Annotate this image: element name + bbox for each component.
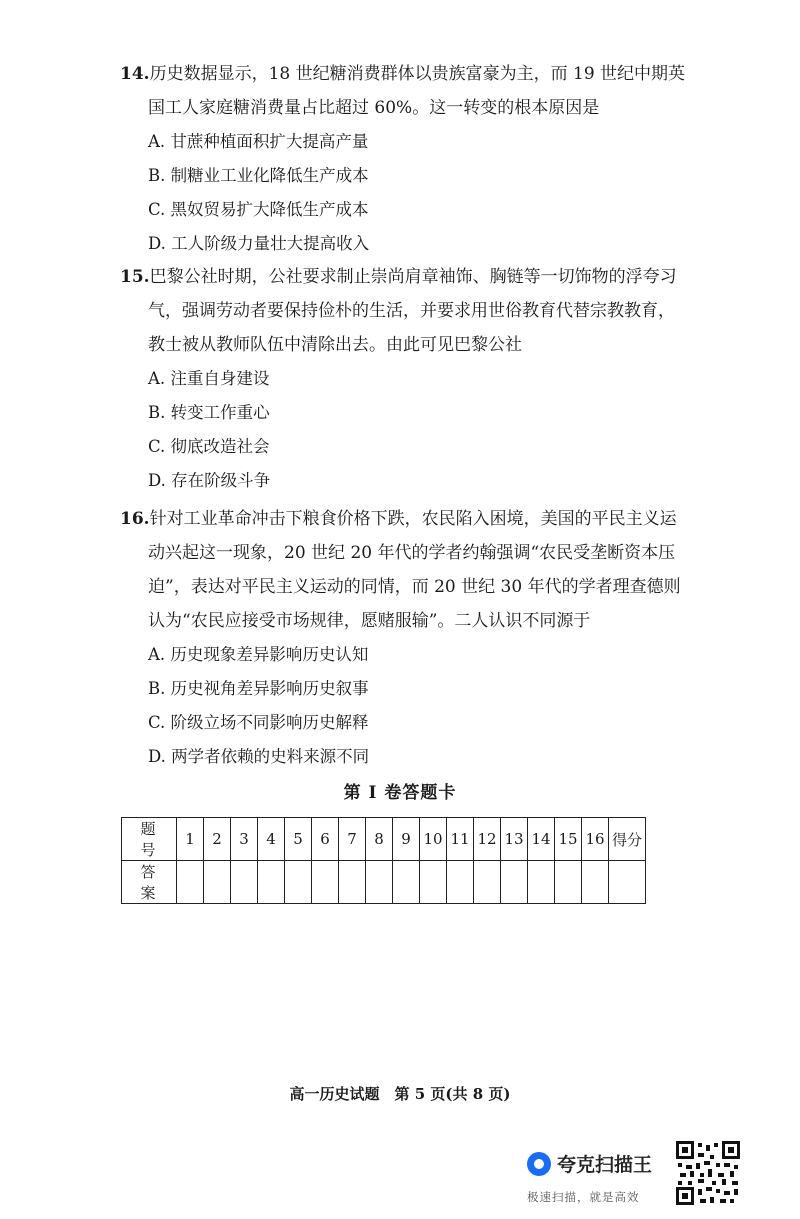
stem-line: 历史数据显示，18 世纪糖消费群体以贵族富豪为主，而 19 世纪中期英: [149, 64, 686, 84]
stem-line: 教士被从教师队伍中清除出去。由此可见巴黎公社: [148, 335, 522, 355]
col-number: 14: [528, 818, 555, 861]
question-14: [120, 57, 690, 261]
stem-line: 迫”，表达对平民主义运动的同情，而 20 世纪 30 年代的学者理查德则: [148, 577, 681, 597]
col-number: 15: [555, 818, 582, 861]
stem-line: 国工人家庭糖消费量占比超过 60%。这一转变的根本原因是: [148, 98, 600, 118]
col-number: 6: [312, 818, 339, 861]
watermark-name: 夸克扫描王: [557, 1154, 653, 1176]
score-cell[interactable]: [609, 861, 646, 904]
question-number: 15.: [120, 267, 150, 287]
col-number: 7: [339, 818, 366, 861]
stem-line: 针对工业革命冲击下粮食价格下跌，农民陷入困境，美国的平民主义运: [149, 509, 677, 529]
page-footer: 高一历史试题 第 5 页(共 8 页): [289, 1085, 511, 1103]
col-number: 11: [447, 818, 474, 861]
answer-cell-12[interactable]: [474, 861, 501, 904]
col-number: 9: [393, 818, 420, 861]
answer-cell-4[interactable]: [258, 861, 285, 904]
answer-cell-15[interactable]: [555, 861, 582, 904]
answer-card-table: [121, 817, 646, 904]
question-number-row: [122, 818, 646, 861]
option-d: D. 工人阶级力量壮大提高收入: [148, 234, 370, 253]
quark-logo-icon: [527, 1152, 551, 1176]
col-number: 16: [582, 818, 609, 861]
question-stem: [120, 502, 690, 638]
answer-cell-6[interactable]: [312, 861, 339, 904]
stem-line: 巴黎公社时期，公社要求制止崇尚肩章袖饰、胸链等一切饰物的浮夸习: [149, 267, 677, 287]
col-number: 12: [474, 818, 501, 861]
option-b: B. 转变工作重心: [148, 403, 270, 422]
watermark-slogan: 极速扫描，就是高效: [527, 1190, 640, 1204]
answer-cell-9[interactable]: [393, 861, 420, 904]
option-b: B. 历史视角差异影响历史叙事: [148, 679, 369, 698]
stem-line: 气，强调劳动者要保持俭朴的生活，并要求用世俗教育代替宗教教育，: [148, 301, 675, 321]
col-number: 4: [258, 818, 285, 861]
stem-line: 认为“农民应接受市场规律，愿赌服输”。二人认识不同源于: [148, 611, 591, 631]
option-c: C. 黑奴贸易扩大降低生产成本: [148, 200, 369, 219]
answer-cell-3[interactable]: [231, 861, 258, 904]
answer-cell-16[interactable]: [582, 861, 609, 904]
question-stem: [120, 260, 690, 362]
row-label-answer: 答 案: [122, 861, 177, 904]
score-label: 得分: [609, 818, 646, 861]
question-stem: [120, 57, 690, 125]
col-number: 3: [231, 818, 258, 861]
option-d: D. 两学者依赖的史料来源不同: [148, 747, 370, 766]
option-c: C. 阶级立场不同影响历史解释: [148, 713, 369, 732]
option-a: A. 甘蔗种植面积扩大提高产量: [148, 132, 369, 151]
answer-cell-2[interactable]: [204, 861, 231, 904]
answer-cell-14[interactable]: [528, 861, 555, 904]
option-c: C. 彻底改造社会: [148, 437, 270, 456]
col-number: 1: [177, 818, 204, 861]
answer-row: [122, 861, 646, 904]
answer-card-title: 第 I 卷答题卡: [343, 783, 457, 803]
scanner-watermark: [527, 1150, 667, 1205]
stem-line: 动兴起这一现象，20 世纪 20 年代的学者约翰强调“农民受垄断资本压: [148, 543, 676, 563]
col-number: 13: [501, 818, 528, 861]
option-d: D. 存在阶级斗争: [148, 471, 271, 490]
col-number: 5: [285, 818, 312, 861]
qr-code-icon: [676, 1141, 740, 1205]
answer-cell-10[interactable]: [420, 861, 447, 904]
col-number: 10: [420, 818, 447, 861]
answer-cell-11[interactable]: [447, 861, 474, 904]
option-a: A. 历史现象差异影响历史认知: [148, 645, 369, 664]
question-16: [120, 502, 690, 774]
question-number: 16.: [120, 509, 150, 529]
answer-cell-13[interactable]: [501, 861, 528, 904]
option-b: B. 制糖业工业化降低生产成本: [148, 166, 369, 185]
question-number: 14.: [120, 64, 150, 84]
option-a: A. 注重自身建设: [148, 369, 270, 388]
answer-cell-5[interactable]: [285, 861, 312, 904]
answer-cell-1[interactable]: [177, 861, 204, 904]
col-number: 8: [366, 818, 393, 861]
question-15: [120, 260, 690, 498]
answer-cell-7[interactable]: [339, 861, 366, 904]
answer-cell-8[interactable]: [366, 861, 393, 904]
row-label-question-number: 题 号: [122, 818, 177, 861]
col-number: 2: [204, 818, 231, 861]
